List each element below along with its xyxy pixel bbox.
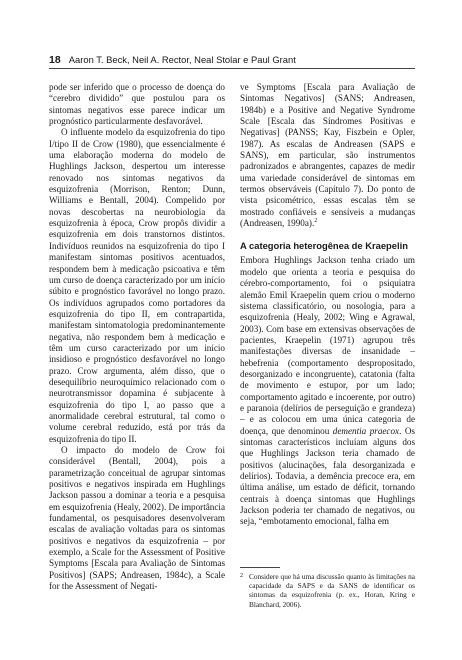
- paragraph: [240, 82, 415, 229]
- paragraph-text: . Os sintomas característicos incluíam alguns dos que Hughlings Jackson teria chamado de positivos (alucinações, fala desorganizada e delírios). Todavia, a demência precoce era, em última análise, um estado de déficit, tornando centrais à doença sintomas que Hughlings Jackson poderia ter chamado de negativos, ou seja, “embotamento emocional, falha em: [240, 425, 415, 527]
- paragraph: O impacto do modelo de Crow foi considerável (Bentall, 2004), pois a parametrização conceitual de agrupar sintomas positivos e negativos inspirada em Hughlings Jackson passou a dominar a teoria e a pesquisa em esquizofrenia (Healy, 2002). De importância fundamental, os pesquisadores desenvolveram escalas de avaliação voltadas para os sintomas positivos e negativos da esquizofrenia – por exemplo, a Scale for the Assessment of Positive Symptoms [Escala para Avaliação de Sintomas Positivos] (SAPS; Andreasen, 1984c), a Scale for the Assessment of Negati-: [49, 445, 226, 592]
- paragraph-text: Embora Hughlings Jackson tenha criado um modelo que orienta a teoria e pesquisa do cérebro-comportamento, foi o psiquiatra alemão Emil Kraepelin quem criou o moderno sistema classificatório, ou nosologia, para a esquizofrenia (Healy, 2002; Wing e Agrawal, 2003). Com base em extensivas observações de pacientes, Kraepelin (1971) agrupou três manifestações diversas de insanidade – hebefrenia (comportamento despropositado, desorganizado e incongruente), catatonia (falta de movimento e estupor, por um lado; comportamento agitado e incoerente, por outro) e paranoia (delírios de perseguição e grandeza) – e as colocou em uma única categoria de doença, que denominou: [240, 255, 415, 436]
- footnote: [240, 572, 415, 609]
- paragraph: pode ser inferido que o processo de doença do “cerebro dividido” que postulou para os sintomas negativos esse parece indicar um prognóstico particularmente desfavorável.: [49, 82, 225, 127]
- paragraph: [240, 255, 415, 527]
- emphasized-term: dementia praecox: [332, 425, 400, 436]
- right-column: [240, 82, 415, 528]
- footnote-text: Considere que há uma discussão quanto às limitações na capacidade da SAPS e da SANS de identificar os sintomas da esquizofrenia (p. ex., Horan, Kring e Blanchard, 2006).: [249, 572, 415, 609]
- section-heading: A categoria heterogênea de Kraepelin: [240, 240, 408, 252]
- running-header-authors: Aaron T. Beck, Neil A. Rector, Neal Stolar e Paul Grant: [68, 54, 296, 65]
- paragraph: O influente modelo da esquizofrenia do tipo I/tipo II de Crow (1980), que essencialmente é uma elaboração moderna do modelo de Hughlings Jackson, despertou um interesse renovado nos sintomas negativos da esquizofrenia (Morrison, Renton; Dunn, Williams e Bentall, 2004). Compelido por novas descobertas na neurobiologia da esquizofrenia à época, Crow propôs dividir a esquizofrenia em dois transtornos distintos. Indivíduos reunidos na esquizofrenia do tipo I manifestam sintomas positivos acentuados, respondem bem à medicação psicoativa e têm um curso de doença caracterizado por um início súbito e prognóstico favorável no longo prazo. Os indivíduos agrupados como portadores da esquizofrenia do tipo II, em contrapartida, manifestam sintomatologia predominantemente negativa, não respondem bem à medicação e têm um curso caracterizado por um início insidioso e prognóstico desfavorável no longo prazo. Crow argumenta, além disso, que o desequilíbrio neuroquímico relacionado com o neurotransmissor dopamina é subjacente à esquizofrenia do tipo I, ao passo que a anormalidade cerebral estrutural, tal como o volume cerebral reduzido, está por trás da esquizofrenia do tipo II.: [49, 127, 225, 444]
- header-rule: [49, 68, 415, 69]
- page-number: 18: [49, 54, 61, 66]
- footnote-reference[interactable]: 2: [314, 218, 318, 225]
- footnote-rule: [240, 567, 280, 568]
- left-column: [49, 82, 225, 592]
- paragraph-text: ve Symptoms [Escala para Avaliação de Sintomas Negativos] (SANS; Andreasen, 1984b) e a Positive and Negative Syndrome Scale [Escala das Síndromes Positivas e Negativas] (PANSS; Kay, Fiszbein e Opler, 1987). As escalas de Andreasen (SAPS e SANS), em particular, são instrumentos padronizados e abrangentes, capazes de medir uma variedade considerável de sintomas em termos observáveis (Capítulo 7). Do ponto de vista psicométrico, essas escalas têm se mostrado confiáveis e sensíveis a mudanças (Andreasen, 1990a).: [240, 82, 415, 229]
- footnote-mark: 2: [240, 573, 243, 579]
- running-header: [49, 54, 409, 68]
